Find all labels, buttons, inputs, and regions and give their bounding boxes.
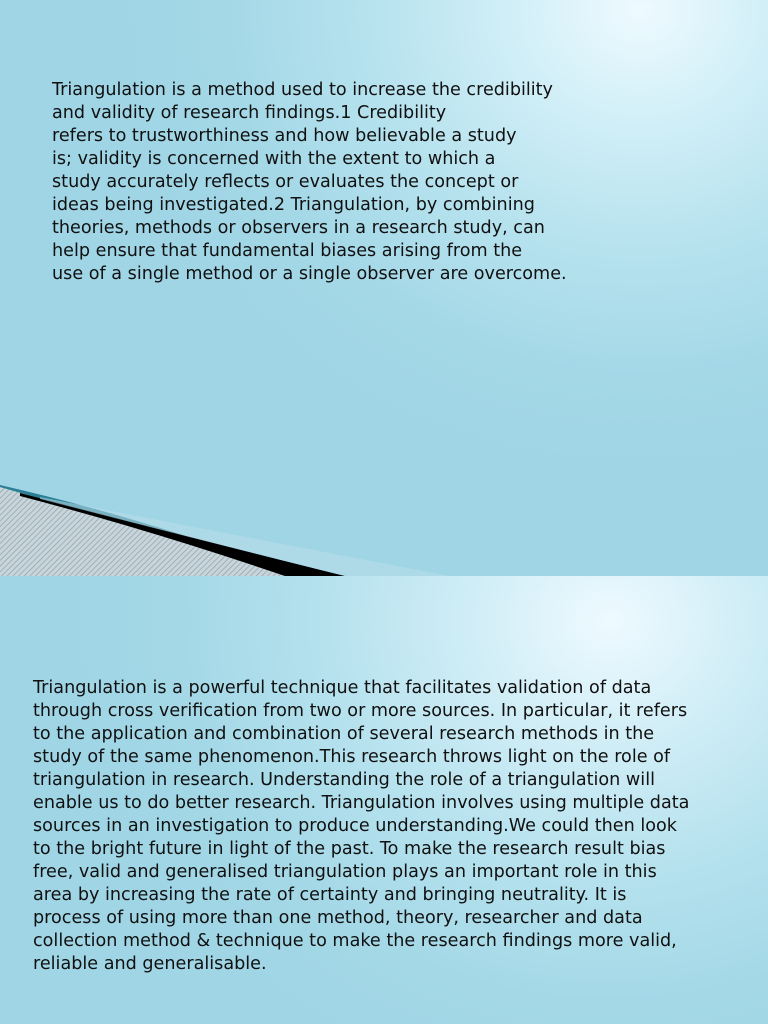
slide-2-body-text: Triangulation is a powerful technique that facilitates validation of data through cross verification from two or more sources. In particular, it refers to the application and combination of several research methods in the study of the same phenomenon.This research throws light on the role of triangulation in research. Understanding the role of a triangulation will enable us to do better research. Triangulation involves using multiple data sources in an investigation to produce understanding.We could then look to the bright future in light of the past. To make the research result bias free, valid and generalised triangulation plays an important role in this area by increasing the rate of certainty and bringing neutrality. It is process of using more than one method, theory, researcher and data collection method & technique to make the research findings more valid, reliable and generalisable. bbox=[33, 678, 690, 974]
slide-2 bbox=[0, 576, 768, 1024]
slide-1-body-text: Triangulation is a method used to increase the credibility and validity of research findings.1 Credibility refers to trustworthiness and how believable a study is; validity is concerned with the extent to which a study accurately reflects or evaluates the concept or ideas being investigated.2 Triangulation, by combining theories, methods or observers in a research study, can help ensure that fundamental biases arising from the use of a single method or a single observer are overcome. bbox=[52, 80, 567, 284]
